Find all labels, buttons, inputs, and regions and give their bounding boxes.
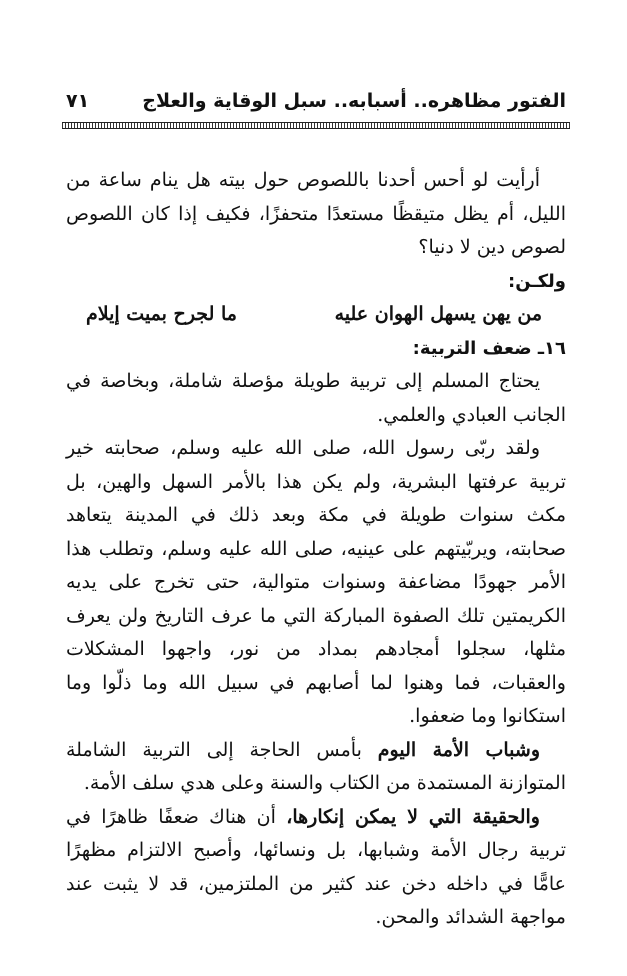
poetry-verse <box>66 298 566 332</box>
header-title: الفتور مظاهره.. أسبابه.. سبل الوقاية والعلاج <box>142 90 566 112</box>
paragraph-prophet-education: ولقد ربّى رسول الله، صلى الله عليه وسلم، صحابته خير تربية عرفتها البشرية، ولم يكن هذا بالأمر السهل والهين، بل مكث سنوات طويلة في مكة وبعد ذلك في المدينة يتعاهد صحابته، ويربّيتهم على عينيه، صلى الله عليه وسلم، وتطلب هذا الأمر جهودًا مضاعفة وسنوات متوالية، حتى تخرج على يديه الكريمتين تلك الصفوة المباركة التي ما عرف التاريخ ولن يعرف مثلها، سجلوا أمجادهم بمداد من نور، واجهوا المشكلات والعقبات، فما وهنوا لما أصابهم في سبيل الله وما ذلّوا وما استكانوا وما ضعفوا. <box>66 437 566 727</box>
verse-second-hemistich: ما لجرح بميت إيلام <box>86 303 237 325</box>
page-number: ٧١ <box>66 90 90 112</box>
youth-lead: وشباب الأمة اليوم <box>377 738 541 761</box>
running-header <box>66 88 566 122</box>
but-label: ولكـن: <box>508 270 566 292</box>
paragraph-needs-education: يحتاج المسلم إلى تربية طويلة مؤصلة شاملة، وبخاصة في الجانب العبادي والعلمي. <box>66 370 566 426</box>
paragraph-youth <box>66 734 566 801</box>
verse-first-hemistich: من يهن يسهل الهوان عليه <box>334 303 542 325</box>
youth-rest: بأمس الحاجة إلى التربية الشاملة المتوازنة المستمدة من الكتاب والسنة وعلى هدي سلف الأمة. <box>66 738 566 794</box>
paragraph-thieves: أرأيت لو أحس أحدنا باللصوص حول بيته هل ينام ساعة من الليل، أم يظل متيقظًا مستعدًا متحفزًا، فكيف إذا كان اللصوص لصوص دين لا دنيا؟ <box>66 169 566 258</box>
truth-rest: أن هناك ضعفًا ظاهرًا في تربية رجال الأمة وشبابها، بل ونسائها، وأصبح الالتزام مظهرًا عامًّا في داخله دخن عند كثير من الملتزمين، قد لا يثبت عند مواجهة الشدائد والمحن. <box>66 805 566 928</box>
body-text <box>66 164 566 935</box>
paragraph-truth <box>66 801 566 935</box>
section-heading: ١٦ـ ضعف التربية: <box>412 337 566 359</box>
truth-lead: والحقيقة التي لا يمكن إنكارها، <box>286 805 540 828</box>
header-divider <box>62 122 570 129</box>
